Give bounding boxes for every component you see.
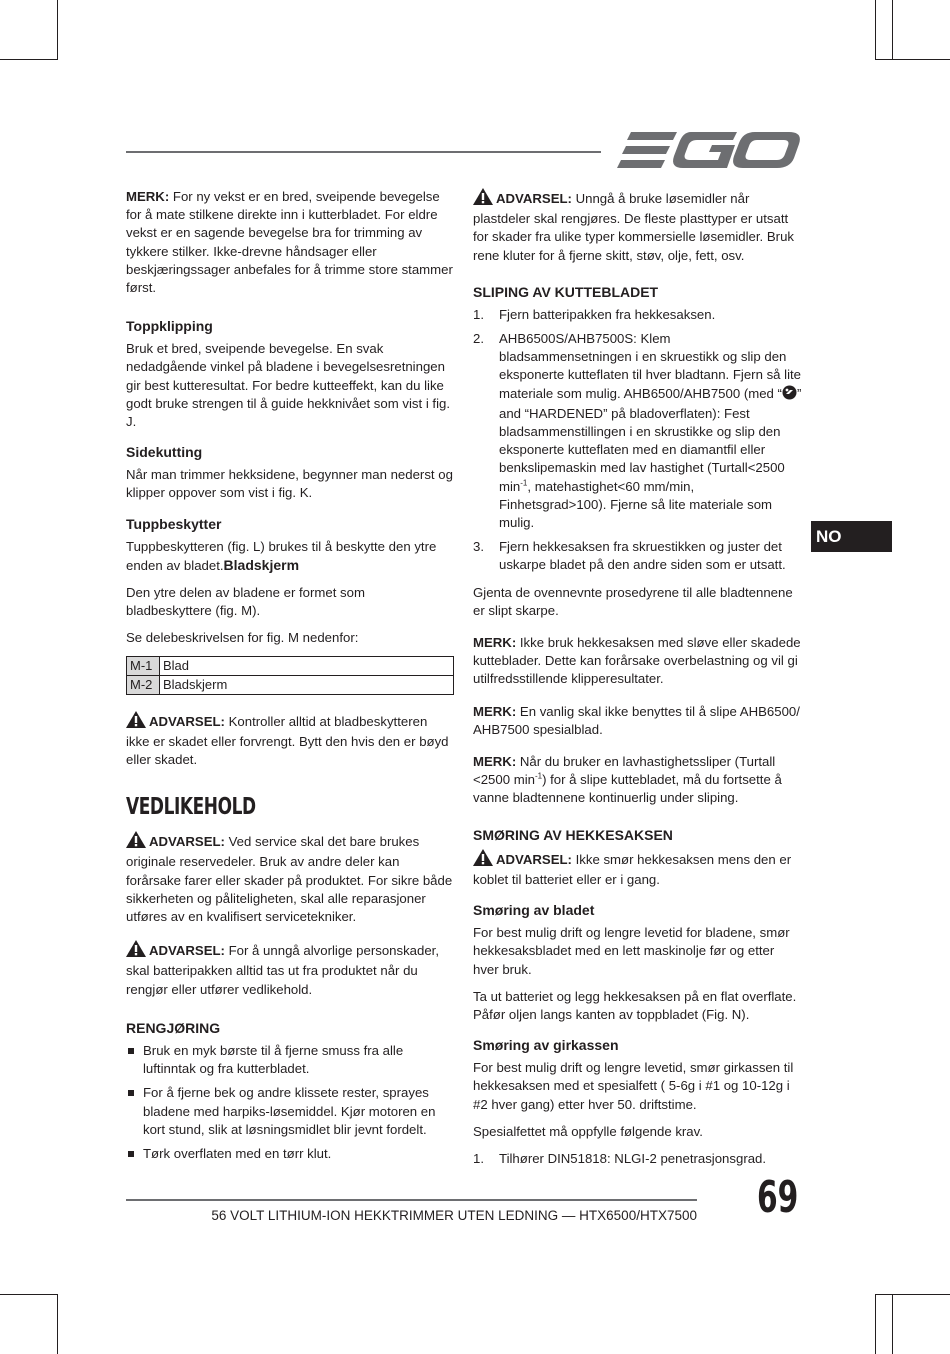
warning-text: Kontroller alltid at bladbeskytteren ikke er skadet eller forvrengt. Bytt den hvis den er bøyd eller skadet. — [126, 713, 449, 768]
crop-mark — [892, 1294, 893, 1354]
crop-mark — [0, 59, 58, 60]
ego-logo — [617, 130, 801, 177]
warning-label: ADVARSEL: — [149, 713, 225, 729]
list-item — [473, 306, 803, 324]
sharpening-steps — [473, 306, 803, 575]
warning-paragraph — [126, 831, 454, 926]
section-title: VEDLIKEHOLD — [126, 794, 256, 821]
requirements-list — [473, 1150, 803, 1168]
footer-text: 56 VOLT LITHIUM-ION HEKKTRIMMER UTEN LEDNING — HTX6500/HTX7500 — [211, 1208, 697, 1223]
paragraph: Spesialfettet må oppfylle følgende krav. — [473, 1123, 703, 1139]
crop-mark — [875, 1294, 950, 1295]
heading-sidekutting: Sidekutting — [126, 444, 203, 461]
step-text: ” and “HARDENED” på bladoverflaten): Fest bladsammenstillingen i en skrustikke og slip den eksponerte kutteflaten med en diamantfil eller benkslipemaskin med lav hastighet (Turtall<2500 min — [499, 385, 802, 494]
crop-mark — [875, 0, 876, 60]
list-item — [126, 1084, 454, 1139]
bullet-square-icon — [128, 1048, 134, 1054]
paragraph: For best mulig drift og lengre levetid for bladene, smør hekkesaksbladet med en lett maskinolje før og etter hver bruk. — [473, 925, 790, 977]
note-text: Når du bruker en lavhastighetssliper (Turtall <2500 min — [473, 754, 776, 788]
note-label: MERK: — [473, 703, 517, 719]
table-row — [127, 656, 454, 675]
bullet-square-icon — [128, 1090, 134, 1096]
header-rule — [126, 151, 601, 153]
paragraph-tuppbeskytter — [126, 538, 454, 575]
warning-text: For å unngå alvorlige personskader, skal batteripakken alltid tas ut fra produktet når du rengjør eller utfører vedlikehold. — [126, 943, 440, 997]
note-label: MERK: — [473, 754, 517, 770]
step-number: 2. — [473, 331, 484, 347]
crop-mark — [57, 1294, 58, 1354]
part-name: Blad — [160, 656, 454, 675]
crop-mark — [892, 0, 893, 60]
cleaning-list — [126, 1042, 454, 1163]
paragraph-bladskjerm: Den ytre delen av bladene er formet som bladbeskyttere (fig. M). — [126, 585, 365, 619]
left-column — [126, 188, 454, 1169]
step-text: Tilhører DIN51818: NLGI-2 penetrasjonsgrad. — [499, 1150, 767, 1166]
warning-triangle-icon — [126, 831, 146, 853]
warning-text: Unngå å bruke løsemidler når plastdeler skal rengjøres. De fleste plasttyper er utsatt for skader fra ulike typer kommersielle løsemidler. Bruk rene kluter for å fjerne skitt, støv, olje, fett, osv. — [473, 191, 794, 263]
warning-label: ADVARSEL: — [149, 943, 225, 959]
language-tab: NO — [811, 521, 892, 552]
note-paragraph — [473, 634, 803, 689]
table-row — [127, 675, 454, 694]
warning-triangle-icon — [473, 188, 493, 210]
bullet-square-icon — [128, 1151, 134, 1157]
heading-sliping: SLIPING AV KUTTEBLADET — [473, 283, 659, 300]
parts-intro: Se delebeskrivelsen for fig. M nedenfor: — [126, 630, 359, 646]
note-paragraph — [473, 753, 803, 808]
warning-label: ADVARSEL: — [496, 191, 572, 206]
warning-triangle-icon — [126, 940, 146, 962]
warning-text: Ved service skal det bare brukes originale reservedeler. Bruk av andre deler kan forårsake farer eller skader på produktet. For sikre både sikkerheten og påliteligheten, skal alle reparasjoner utføres av en kvalifisert servicetekniker. — [126, 834, 453, 925]
note-text: Ikke bruk hekkesaksen med sløve eller skadede kutteblader. Dette kan forårsake overbelastning og vil gi utilfredsstillende klipperesultater. — [473, 635, 801, 687]
warning-paragraph — [473, 849, 803, 889]
note-paragraph — [473, 703, 803, 739]
step-text: Fjern hekkesaksen fra skruestikken og juster det uskarpe bladet på den andre siden som er utsatt. — [499, 539, 786, 573]
warning-text: Ikke smør hekkesaksen mens den er koblet til batteriet eller er i gang. — [473, 851, 792, 887]
footer-rule — [126, 1199, 697, 1201]
list-item-text: Bruk en myk børste til å fjerne smuss fra alle luftinntak og fra kutterbladet. — [143, 1042, 404, 1077]
warning-paragraph — [126, 940, 454, 999]
paragraph: For best mulig drift og lengre levetid, smør girkassen til hekkesaksen med et spesialfett ( 5-6g i #1 og 10-12g i #2 hver gang) etter hver 50. driftstime. — [473, 1060, 794, 1112]
list-item — [473, 538, 803, 574]
heading-smoring-bladet: Smøring av bladet — [473, 902, 595, 919]
part-code: M-1 — [127, 656, 160, 675]
heading-bladskjerm: Bladskjerm — [223, 556, 300, 573]
step-number: 1. — [473, 306, 484, 322]
note-text: En vanlig skal ikke benyttes til å slipe AHB6500/ AHB7500 spesialblad. — [473, 703, 800, 737]
paragraph: Ta ut batteriet og legg hekkesaksen på en flat overflate. Påfør oljen langs kanten av toppbladet (Fig. N). — [473, 988, 797, 1022]
warning-label: ADVARSEL: — [149, 834, 225, 850]
tuppbeskytter-text: Tuppbeskytteren (fig. L) brukes til å beskytte den ytre enden av bladet. — [126, 538, 437, 573]
step-number: 3. — [473, 539, 484, 555]
step-number: 1. — [473, 1150, 484, 1166]
hardened-blade-icon — [782, 385, 797, 405]
step-text: , matehastighet<60 mm/min, Finhetsgrad>100). Fjerne så lite materiale som mulig. — [499, 478, 773, 531]
crop-mark — [57, 0, 58, 60]
paragraph-toppklipping: Bruk et bred, sveipende bevegelse. En svak nedadgående vinkel på bladene i bevegelsesretningen gir best kutteresultat. For bedre kutteeffekt, kan du like godt bruke strengen til å guide hekknivået som vist i fig. J. — [126, 341, 451, 430]
list-item — [473, 1150, 803, 1168]
warning-triangle-icon — [126, 711, 146, 733]
list-item-text: Tørk overflaten med en tørr klut. — [143, 1145, 332, 1161]
crop-mark — [0, 1294, 58, 1295]
list-item — [473, 330, 803, 532]
superscript: -1 — [534, 771, 543, 781]
heading-smoring: SMØRING AV HEKKESAKSEN — [473, 826, 673, 843]
warning-paragraph — [473, 188, 803, 265]
note-label: MERK: — [473, 635, 517, 651]
list-item — [126, 1145, 454, 1163]
heading-toppklipping: Toppklipping — [126, 318, 213, 335]
parts-table — [126, 656, 454, 695]
heading-smoring-girkassen: Smøring av girkassen — [473, 1037, 619, 1054]
note-text: ) for å slipe kuttebladet, må du fortsette å vanne bladtennene kontinuerlig under sliping. — [473, 772, 782, 806]
list-item — [126, 1042, 454, 1078]
crop-mark — [875, 1294, 876, 1354]
heading-rengjoring: RENGJØRING — [126, 1019, 221, 1036]
right-column — [473, 188, 803, 1177]
warning-triangle-icon — [473, 849, 493, 871]
step-text: Fjern batteripakken fra hekkesaksen. — [499, 306, 716, 322]
warning-paragraph — [126, 711, 454, 770]
superscript: -1 — [520, 478, 528, 488]
crop-mark — [875, 59, 950, 60]
paragraph-repeat: Gjenta de ovennevnte prosedyrene til alle bladtennene er slipt skarpe. — [473, 584, 793, 618]
paragraph-sidekutting: Når man trimmer hekksidene, begynner man nederst og klipper oppover som vist i fig. K. — [126, 467, 453, 501]
heading-tuppbeskytter: Tuppbeskytter — [126, 515, 222, 532]
warning-label: ADVARSEL: — [496, 851, 572, 867]
note-text: For ny vekst er en bred, sveipende bevegelse for å mate stilkene direkte inn i kutterbladet. For eldre vekst er en sagende bevegelse bra for trimming av tykkere stilker. Ikke-drevne håndsager eller beskjæringssager anbefales for å trimme store stammer først. — [126, 189, 453, 296]
step-text: AHB6500S/AHB7500S: Klem bladsammensetningen i en skruestikk og slip den eksponerte kutteflaten til hver bladtann. Fjern så lite materiale som mulig. AHB6500/AHB7500 (med “ — [499, 331, 802, 401]
list-item-text: For å fjerne bek og andre klissete rester, sprayes bladene med harpiks-løsemiddel. Kjør motoren en kort stund, slik at løsningsmidlet blir jevnt fordelt. — [143, 1085, 436, 1137]
part-name: Bladskjerm — [160, 675, 454, 694]
part-code: M-2 — [127, 675, 160, 694]
note-label: MERK: — [126, 189, 170, 204]
note-paragraph — [126, 188, 454, 297]
page-number: 69 — [757, 1172, 799, 1223]
